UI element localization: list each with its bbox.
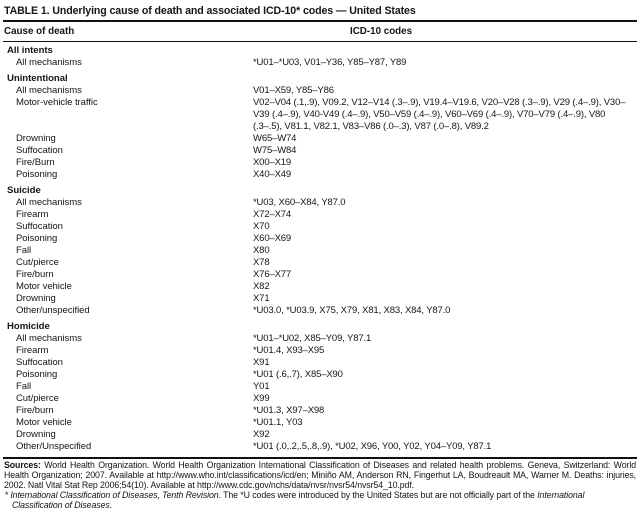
cause-of-death-cell: Drowning [16,133,56,144]
footnote-segment: International Classification of Diseases, Tenth Revision [10,489,219,500]
icd10-codes-cell: X91 [253,357,270,368]
table-row [3,245,637,257]
icd10-codes-cell: X92 [253,429,270,440]
section-header: Unintentional [7,73,68,84]
icd10-codes-cell: X00–X19 [253,157,292,168]
table-row [3,169,637,181]
table-row [3,233,637,245]
sources-label: Sources: [4,460,41,470]
sources-note [3,459,637,491]
column-header-icd10-codes: ICD-10 codes [350,26,413,37]
column-header-cause-of-death: Cause of death [4,26,75,37]
table-row [3,197,637,209]
table-footer [3,459,637,511]
cause-of-death-cell: Motor vehicle [16,281,72,292]
icd10-codes-cell: Y01 [253,381,270,392]
cause-of-death-cell: Other/Unspecified [16,441,92,452]
column-header-row [3,22,637,41]
cause-of-death-cell: Poisoning [16,169,58,180]
cause-of-death-cell: Fall [16,381,32,392]
table-row [3,345,637,357]
icd10-codes-cell: *U01 (.6,.7), X85–X90 [253,369,343,380]
cause-of-death-cell: Drowning [16,293,56,304]
cause-of-death-cell: Other/unspecified [16,305,90,316]
table-row [3,57,637,69]
cause-of-death-cell: Drowning [16,429,56,440]
icd10-codes-cell: X76–X77 [253,269,292,280]
cause-of-death-cell: Firearm [16,209,49,220]
icd10-codes-cell: *U01 (.0,.2,.5,.8,.9), *U02, X96, Y00, Y02, Y04–Y09, Y87.1 [253,441,492,452]
cause-of-death-cell: Poisoning [16,233,58,244]
section-header: Suicide [7,185,41,196]
footnote-marker: * [5,489,9,500]
table-row [3,145,637,157]
icd10-codes-cell: *U01–*U02, X85–Y09, Y87.1 [253,333,372,344]
cause-of-death-cell: Fire/burn [16,269,54,280]
icd10-codes-cell: X71 [253,293,270,304]
table-row [3,405,637,417]
icd10-codes-cell: X70 [253,221,270,232]
table-row [3,221,637,233]
icd10-codes-cell: X40–X49 [253,169,292,180]
table-row [3,417,637,429]
icd10-codes-cell: W75–W84 [253,145,297,156]
icd10-codes-cell: V01–X59, Y85–Y86 [253,85,334,96]
table-row [3,357,637,369]
cause-of-death-cell: Suffocation [16,145,63,156]
icd10-codes-cell: X80 [253,245,270,256]
cause-of-death-cell: Suffocation [16,357,63,368]
icd10-codes-cell: X60–X69 [253,233,292,244]
table-row [3,293,637,305]
footnote [3,491,637,511]
icd10-codes-cell: V02–V04 (.1,.9), V09.2, V12–V14 (.3–.9), V19.4–V19.6, V20–V28 (.3–.9), V29 (.4–.9), V30–V39 (.4–.9), V40-V49 (.4–.9), V50–V59 (.4–.9), V60–V69 (.4–.9), V70–V79 (.4–.9), V80 (.3–.5), V81.1, V82.1, V83–V86 (.0–.3), V87 (.0–.8), V89.2 [253,97,626,132]
icd10-codes-cell: *U01.1, Y03 [253,417,303,428]
cause-of-death-cell: Motor vehicle [16,417,72,428]
cause-of-death-cell: Poisoning [16,369,58,380]
icd10-codes-cell: X82 [253,281,270,292]
cause-of-death-cell: Cut/pierce [16,257,59,268]
cause-of-death-cell: Cut/pierce [16,393,59,404]
cause-of-death-cell: Motor-vehicle traffic [16,97,98,108]
cause-of-death-cell: All mechanisms [16,57,82,68]
section-header: All intents [7,45,53,56]
icd10-codes-cell: X99 [253,393,270,404]
icd10-codes-cell: *U03.0, *U03.9, X75, X79, X81, X83, X84, Y87.0 [253,305,451,316]
icd10-codes-cell: X72–X74 [253,209,292,220]
table-row [3,441,637,453]
sources-text: World Health Organization. World Health Organization International Classification of Diseases and related health problems. Geneva, Switzerland: World Health Organization; 2007. Available at http://www.who.int/classifications/icd/en; Miniño AM, Anderson RN, Fingerhut LA, Boudreault MA, Warner M. Deaths: injuries, 2002. Natl Vital Stat Rep 2006;54(10). Available at http://www.cdc.gov/nchs/data/nvsr/nvsr54/nvsr54_10.pdf. [4,460,636,490]
footnote-segment: . The *U codes were introduced by the United States but are not officially part of the [218,489,538,500]
cause-of-death-cell: Fire/burn [16,405,54,416]
footnote-segment: International Classification of Diseases [12,489,585,510]
icd10-codes-cell: *U01.3, X97–X98 [253,405,325,416]
cause-of-death-cell: Firearm [16,345,49,356]
table-row [3,209,637,221]
icd10-codes-cell: W65–W74 [253,133,297,144]
cause-of-death-cell: All mechanisms [16,85,82,96]
table-row [3,157,637,169]
section-header: Homicide [7,321,50,332]
cause-of-death-cell: All mechanisms [16,333,82,344]
icd10-codes-cell: *U03, X60–X84, Y87.0 [253,197,346,208]
icd10-codes-cell: *U01–*U03, V01–Y36, Y85–Y87, Y89 [253,57,407,68]
table-row [3,269,637,281]
table-row [3,257,637,269]
table-row [3,305,637,317]
cause-of-death-cell: All mechanisms [16,197,82,208]
cause-of-death-cell: Fall [16,245,32,256]
footnote-segment: . [109,499,112,510]
table-row [3,133,637,145]
table-title: TABLE 1. Underlying cause of death and associated ICD-10* codes — United States [4,5,416,17]
table-body [3,42,637,457]
cause-of-death-cell: Fire/Burn [16,157,55,168]
table-row [3,281,637,293]
table-row [3,393,637,405]
table-row [3,429,637,441]
icd10-codes-cell: *U01.4, X93–X95 [253,345,325,356]
table-row [3,333,637,345]
cause-of-death-cell: Suffocation [16,221,63,232]
table-row [3,369,637,381]
icd10-codes-cell: X78 [253,257,270,268]
table-row [3,381,637,393]
table-row [3,85,637,97]
table-row [3,97,637,133]
